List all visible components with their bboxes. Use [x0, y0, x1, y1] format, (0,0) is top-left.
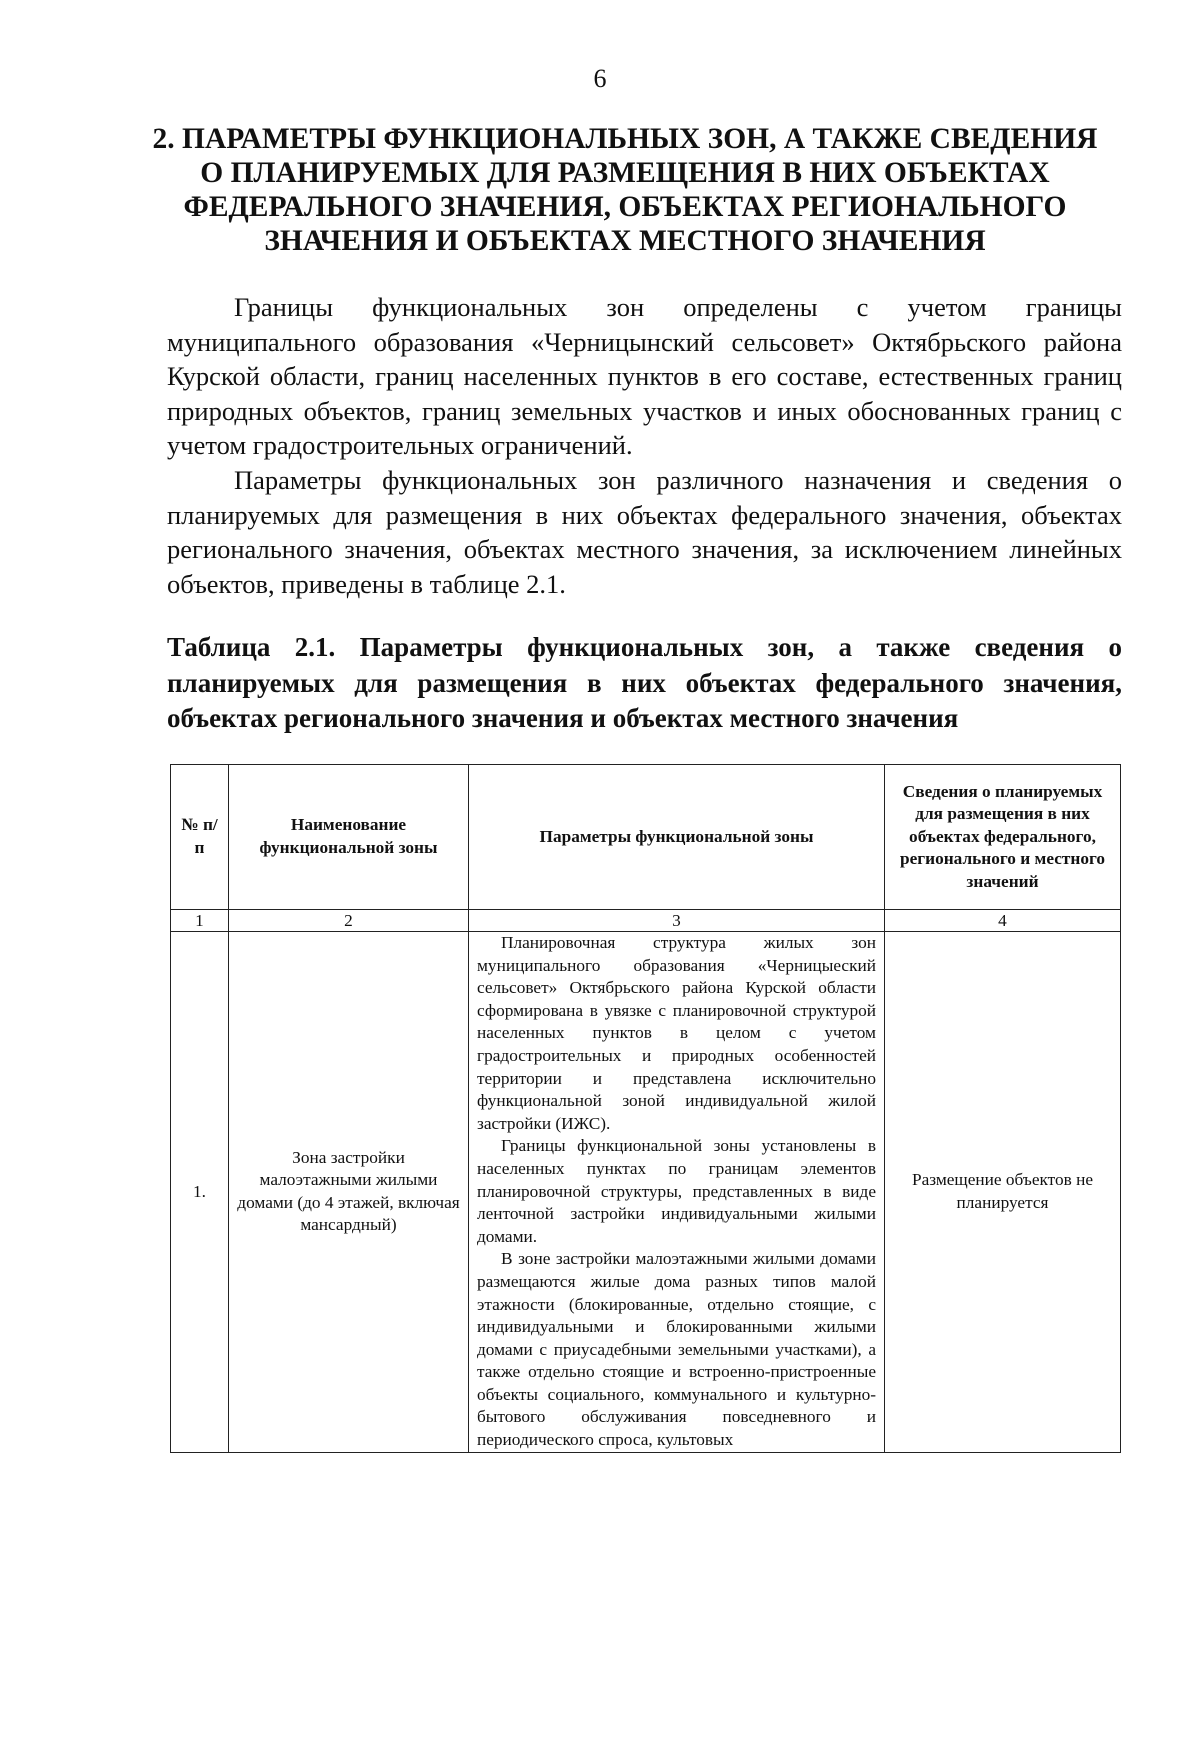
section-title [150, 122, 1100, 258]
page-number: 6 [593, 64, 607, 93]
section-title-line: 2. ПАРАМЕТРЫ ФУНКЦИОНАЛЬНЫХ ЗОН, А ТАКЖЕ СВЕДЕНИЯ [152, 123, 1098, 155]
parameters-paragraph: Границы функциональной зоны установлены в населенных пунктах по границам элементов планировочной структуры, представленных в виде ленточной застройки индивидуальными жилыми домами. [477, 1136, 876, 1246]
column-number: 2 [229, 910, 469, 932]
body-text [167, 290, 1122, 601]
column-number: 4 [885, 910, 1121, 932]
section-title-line: ЗНАЧЕНИЯ И ОБЪЕКТАХ МЕСТНОГО ЗНАЧЕНИЯ [264, 225, 986, 257]
column-number: 3 [469, 910, 885, 932]
header-parameters: Параметры функциональной зоны [469, 765, 885, 910]
header-objects-info: Сведения о планируемых для размещения в них объектах федерального, регионального и местного значений [885, 765, 1121, 910]
table-header-row [171, 765, 1121, 910]
zone-name: Зона застройки малоэтажными жилыми домами (до 4 этажей, включая мансардный) [229, 932, 469, 1453]
header-number: № п/п [171, 765, 229, 910]
paragraph: Параметры функциональных зон различного назначения и сведения о планируемых для размещения в них объектах федерального значения, объектах регионального значения, объектах местного значения, за исключением линейных объектов, приведены в таблице 2.1. [167, 464, 1122, 599]
zone-parameters [469, 932, 885, 1453]
table-row [171, 932, 1121, 1453]
section-title-line: О ПЛАНИРУЕМЫХ ДЛЯ РАЗМЕЩЕНИЯ В НИХ ОБЪЕКТАХ [200, 157, 1050, 189]
objects-info: Размещение объектов не планируется [885, 932, 1121, 1453]
header-zone-name: Наименование функциональной зоны [229, 765, 469, 910]
paragraph: Границы функциональных зон определены с учетом границы муниципального образования «Черницынский сельсовет» Октябрьского района Курской области, границ населенных пунктов в его составе, естественных границ природных объектов, границ земельных участков и иных обоснованных границ с учетом градостроительных ограничений. [167, 292, 1122, 461]
column-number: 1 [171, 910, 229, 932]
section-title-line: ФЕДЕРАЛЬНОГО ЗНАЧЕНИЯ, ОБЪЕКТАХ РЕГИОНАЛЬНОГО [183, 191, 1067, 223]
column-numbers-row [171, 910, 1121, 932]
zones-table [170, 764, 1121, 1453]
parameters-paragraph: Планировочная структура жилых зон муниципального образования «Черницыеский сельсовет» Октябрьского района Курской области сформирована в увязке с планировочной структурой населенных пунктов в целом с учетом градостроительных и природных особенностей территории и представлена исключительно функциональной зоной индивидуальной жилой застройки (ИЖС). [477, 933, 876, 1133]
parameters-paragraph: В зоне застройки малоэтажными жилыми домами размещаются жилые дома разных типов малой этажности (блокированные, отдельно стоящие, с индивидуальными и блокированными жилыми домами с приусадебными земельными участками), а также отдельно стоящие и встроенно-пристроенные объекты социального, коммунального и культурно-бытового обслуживания повседневного и периодического спроса, культовых [477, 1249, 876, 1450]
table-caption: Таблица 2.1. Параметры функциональных зон, а также сведения о планируемых для размещения в них объектах федерального значения, объектах регионального значения и объектах местного значения [167, 632, 1122, 733]
row-number: 1. [171, 932, 229, 1453]
